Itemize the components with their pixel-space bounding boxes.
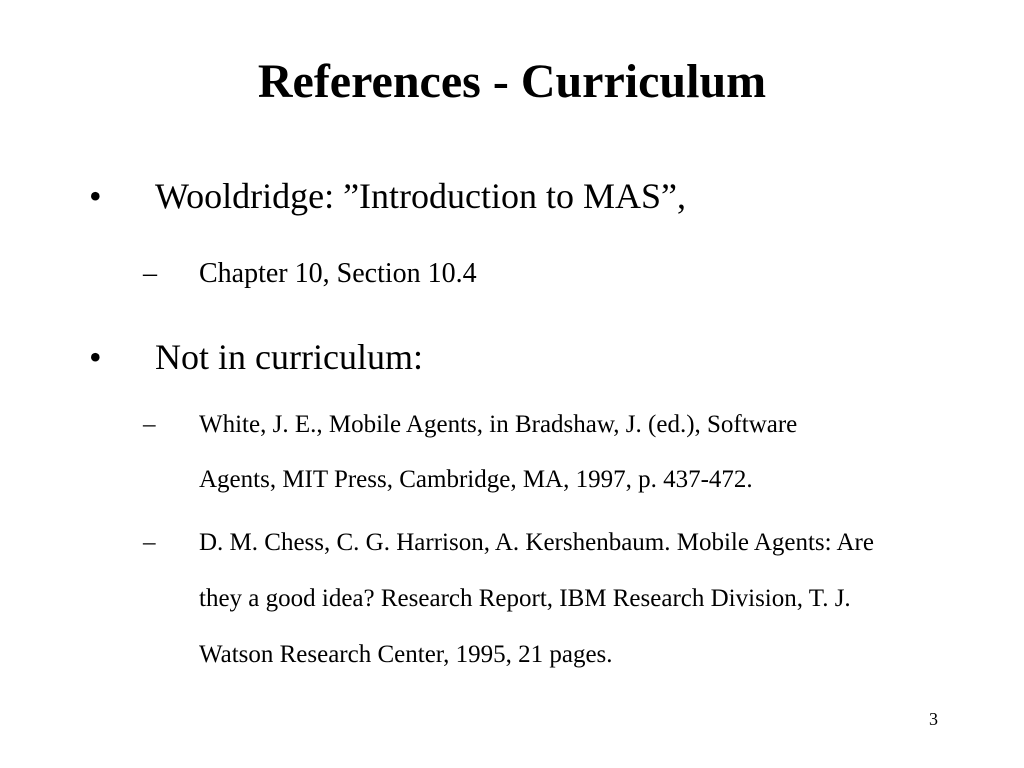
- reference-text-line: they a good idea? Research Report, IBM Research Division, T. J.: [199, 585, 851, 612]
- reference-text-line: D. M. Chess, C. G. Harrison, A. Kershenbaum. Mobile Agents: Are: [199, 529, 874, 556]
- reference-text-line: Agents, MIT Press, Cambridge, MA, 1997, p. 437-472.: [199, 466, 753, 493]
- page-number: 3: [929, 709, 938, 729]
- reference-item: [143, 529, 874, 669]
- slide-title: References - Curriculum: [257, 55, 767, 108]
- sub-marker: –: [143, 411, 156, 438]
- reference-text-line: Watson Research Center, 1995, 21 pages.: [199, 641, 613, 668]
- sub-marker: –: [143, 529, 156, 556]
- bullet-text: Not in curriculum:: [155, 337, 423, 377]
- bullet-marker: •: [89, 337, 102, 377]
- bullet-item: [89, 174, 687, 218]
- sub-text-line: Chapter 10, Section 10.4: [199, 258, 477, 289]
- sub-marker: –: [143, 258, 157, 289]
- reference-item: [143, 411, 798, 494]
- bullet-text: Wooldridge: ”Introduction to MAS”,: [155, 176, 687, 216]
- reference-text-line: White, J. E., Mobile Agents, in Bradshaw, J. (ed.), Software: [199, 411, 798, 438]
- bullet-item: [89, 335, 423, 379]
- sub-item: [143, 258, 477, 289]
- bullet-marker: •: [89, 176, 102, 216]
